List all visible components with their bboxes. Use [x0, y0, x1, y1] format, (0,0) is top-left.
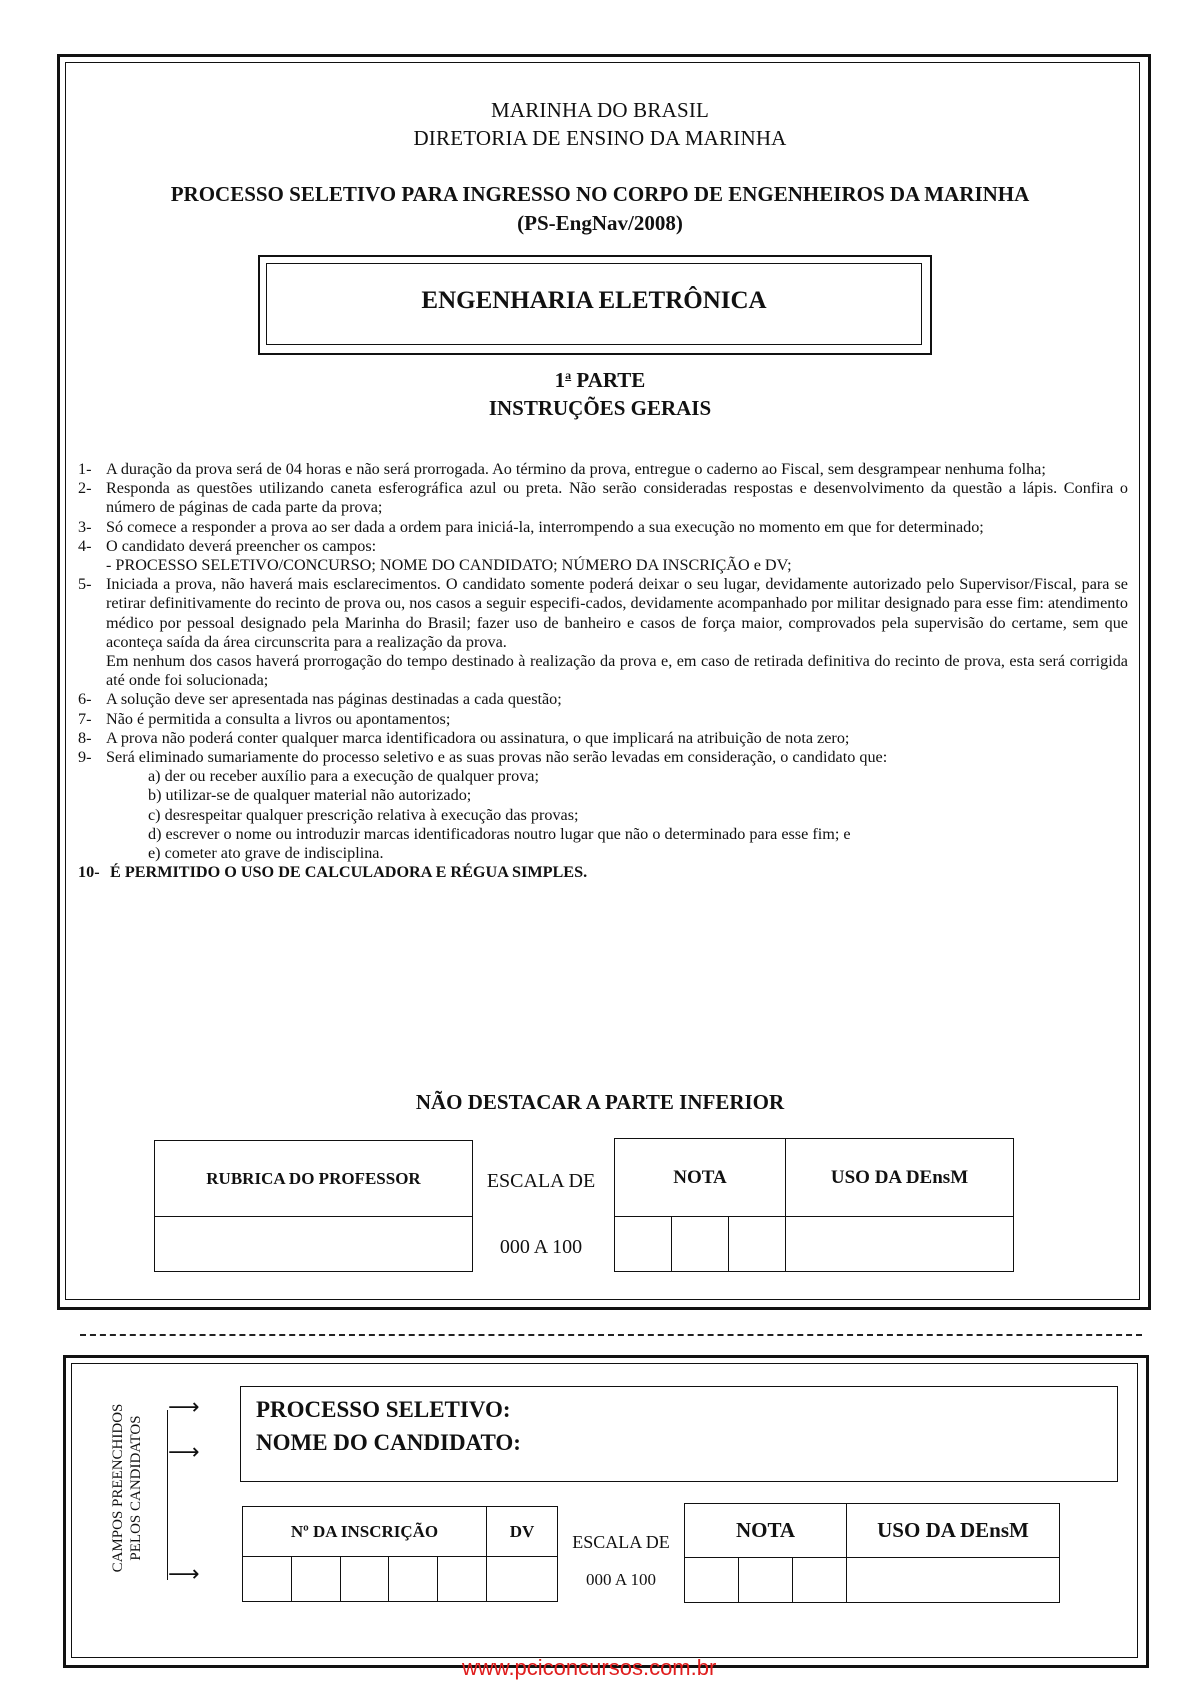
instruction-item — [78, 537, 1128, 556]
instruction-item — [78, 518, 1128, 537]
rubric-label: RUBRICA DO PROFESSOR — [155, 1141, 473, 1217]
part-label: PARTE — [576, 368, 646, 392]
arrow-right-icon: ⟶ — [168, 1395, 200, 1420]
bottom-scale-label: ESCALA DE — [572, 1532, 670, 1552]
instruction-item — [78, 748, 1128, 767]
instruction-item — [78, 690, 1128, 709]
bottom-densm-field[interactable] — [847, 1558, 1060, 1603]
bottom-scale-range: 000 A 100 — [586, 1570, 656, 1589]
grade-digit-cell[interactable] — [615, 1217, 672, 1272]
process-input[interactable] — [540, 1394, 1100, 1424]
subject-title: ENGENHARIA ELETRÔNICA — [421, 287, 767, 314]
instruction-text: Só comece a responder a prova ao ser dada a ordem para iniciá-la, interrompendo a sua execução no momento em que for determinado; — [106, 517, 984, 536]
process-code: (PS-EngNav/2008) — [517, 211, 683, 235]
inscription-digit-cell[interactable] — [340, 1557, 389, 1602]
sub-item: b) utilizar-se de qualquer material não autorizado; — [148, 786, 472, 805]
instruction-number: 5- — [78, 575, 92, 594]
scale-range: 000 A 100 — [499, 1236, 583, 1258]
instruction-number: 1- — [78, 460, 92, 478]
instruction-number: 4- — [78, 536, 92, 555]
side-label-line-2: PELOS CANDIDATOS — [128, 1415, 144, 1561]
densm-label: USO DA DEnsM — [786, 1139, 1014, 1217]
side-label-line-1: CAMPOS PREENCHIDOS — [110, 1403, 126, 1573]
instruction-text: Não é permitida a consulta a livros ou apontamentos; — [106, 709, 451, 728]
inscription-table — [242, 1506, 558, 1602]
instruction-text: A prova não poderá conter qualquer marca identificadora ou assinatura, o que implicará na atribuição de nota zero; — [106, 728, 850, 747]
instruction-text: A solução deve ser apresentada nas páginas destinadas a cada questão; — [106, 690, 562, 709]
bottom-grade-digit-cell[interactable] — [793, 1558, 847, 1603]
process-title: PROCESSO SELETIVO PARA INGRESSO NO CORPO DE ENGENHEIROS DA MARINHA — [170, 182, 1030, 206]
inscription-label: Nº DA INSCRIÇÃO — [243, 1507, 487, 1557]
part-suffix: a — [565, 368, 572, 382]
instruction-text: Será eliminado sumariamente do processo seletivo e as suas provas não serão levadas em consideração, o candidato que: — [106, 748, 888, 767]
bracket-line — [167, 1410, 168, 1580]
instruction-item — [78, 710, 1128, 729]
bottom-grade-digit-cell[interactable] — [739, 1558, 793, 1603]
arrow-right-icon: ⟶ — [168, 1562, 200, 1587]
instruction-number: 8- — [78, 728, 92, 747]
sub-item: c) desrespeitar qualquer prescrição relativa à execução das provas; — [148, 805, 579, 824]
bottom-densm-label: USO DA DEnsM — [847, 1504, 1060, 1558]
instructions-list — [78, 460, 1128, 882]
instruction-text: O candidato deverá preencher os campos: — [106, 536, 377, 555]
side-label — [109, 1383, 149, 1593]
cut-line — [80, 1334, 1142, 1336]
instruction-text: Iniciada a prova, não haverá mais esclarecimentos. O candidato somente poderá deixar o seu lugar, devidamente autorizado pelo Supervisor/Fiscal, para se retirar definitivamente do recinto de prova ou, nos casos a seguir especifi-cados, devidamente acompanhado por militar designado para esse fim: atendimento médico por pessoal designado pela Marinha do Brasil; fazer uso de banheiro e casos de força maior, comprovados pela supervisão do certame, sem que aconteça saída da área circunscrita para a realização da prova. — [106, 575, 1128, 651]
sub-item: a) der ou receber auxílio para a execução de qualquer prova; — [148, 767, 539, 786]
grade-label: NOTA — [615, 1139, 786, 1217]
sub-item: d) escrever o nome ou introduzir marcas identificadoras noutro lugar que não o determinado para esse fim; e — [148, 824, 851, 843]
instruction-number: 10- — [78, 863, 100, 882]
process-field-label: PROCESSO SELETIVO: — [256, 1397, 511, 1422]
instruction-number: 7- — [78, 709, 92, 728]
rubric-table — [154, 1140, 473, 1272]
inscription-digit-cell[interactable] — [243, 1557, 292, 1602]
grade-digit-cell[interactable] — [672, 1217, 729, 1272]
instruction-number: 2- — [78, 479, 92, 498]
instruction-number: 6- — [78, 690, 92, 709]
rubric-field[interactable] — [155, 1217, 473, 1272]
bottom-grade-table — [684, 1503, 1060, 1603]
instruction-text: - PROCESSO SELETIVO/CONCURSO; NOME DO CANDIDATO; NÚMERO DA INSCRIÇÃO e DV; — [106, 556, 792, 575]
name-field-label: NOME DO CANDIDATO: — [256, 1430, 521, 1455]
instruction-text: Responda as questões utilizando caneta esferográfica azul ou preta. Não serão consideradas respostas e desenvolvimento da questão a lápis. Confira o número de páginas de cada parte da prova; — [106, 479, 1128, 517]
instruction-item — [78, 729, 1128, 748]
inscription-digit-cell[interactable] — [389, 1557, 438, 1602]
part-heading — [100, 368, 1100, 393]
dv-cell[interactable] — [487, 1557, 558, 1602]
inscription-digit-cell[interactable] — [291, 1557, 340, 1602]
instruction-text: É PERMITIDO O USO DE CALCULADORA E RÉGUA SIMPLES. — [110, 863, 588, 882]
sub-item: e) cometer ato grave de indisciplina. — [148, 844, 384, 863]
part-number: 1 — [554, 368, 566, 392]
name-input[interactable] — [545, 1427, 1100, 1457]
scale-label: ESCALA DE — [486, 1170, 596, 1192]
instruction-text: A duração da prova será de 04 horas e não será prorrogada. Ao término da prova, entregue o caderno ao Fiscal, sem desgrampear nenhuma folha; — [106, 460, 1046, 478]
instruction-item — [78, 575, 1128, 652]
detach-warning: NÃO DESTACAR A PARTE INFERIOR — [415, 1090, 785, 1114]
grade-table — [614, 1138, 1014, 1272]
instruction-continuation — [78, 556, 1128, 575]
instruction-item — [78, 479, 1128, 517]
org-line-1: MARINHA DO BRASIL — [490, 98, 710, 122]
instruction-text: Em nenhum dos casos haverá prorrogação do tempo destinado à realização da prova e, em caso de retirada definitiva do recinto de prova, esta será corrigida até onde foi solucionada; — [106, 652, 1128, 690]
instruction-item-10 — [78, 863, 1128, 882]
grade-digit-cell[interactable] — [729, 1217, 786, 1272]
densm-field[interactable] — [786, 1217, 1014, 1272]
dv-label: DV — [487, 1507, 558, 1557]
org-line-2: DIRETORIA DE ENSINO DA MARINHA — [413, 126, 787, 150]
instruction-continuation — [78, 652, 1128, 690]
bottom-grade-digit-cell[interactable] — [685, 1558, 739, 1603]
instruction-number: 3- — [78, 517, 92, 536]
watermark-link[interactable]: www.pciconcursos.com.br — [462, 1655, 717, 1680]
section-title: INSTRUÇÕES GERAIS — [488, 396, 712, 420]
inscription-digit-cell[interactable] — [438, 1557, 487, 1602]
instruction-number: 9- — [78, 748, 92, 767]
instruction-item — [78, 460, 1128, 479]
bottom-grade-label: NOTA — [685, 1504, 847, 1558]
arrow-right-icon: ⟶ — [168, 1440, 200, 1465]
